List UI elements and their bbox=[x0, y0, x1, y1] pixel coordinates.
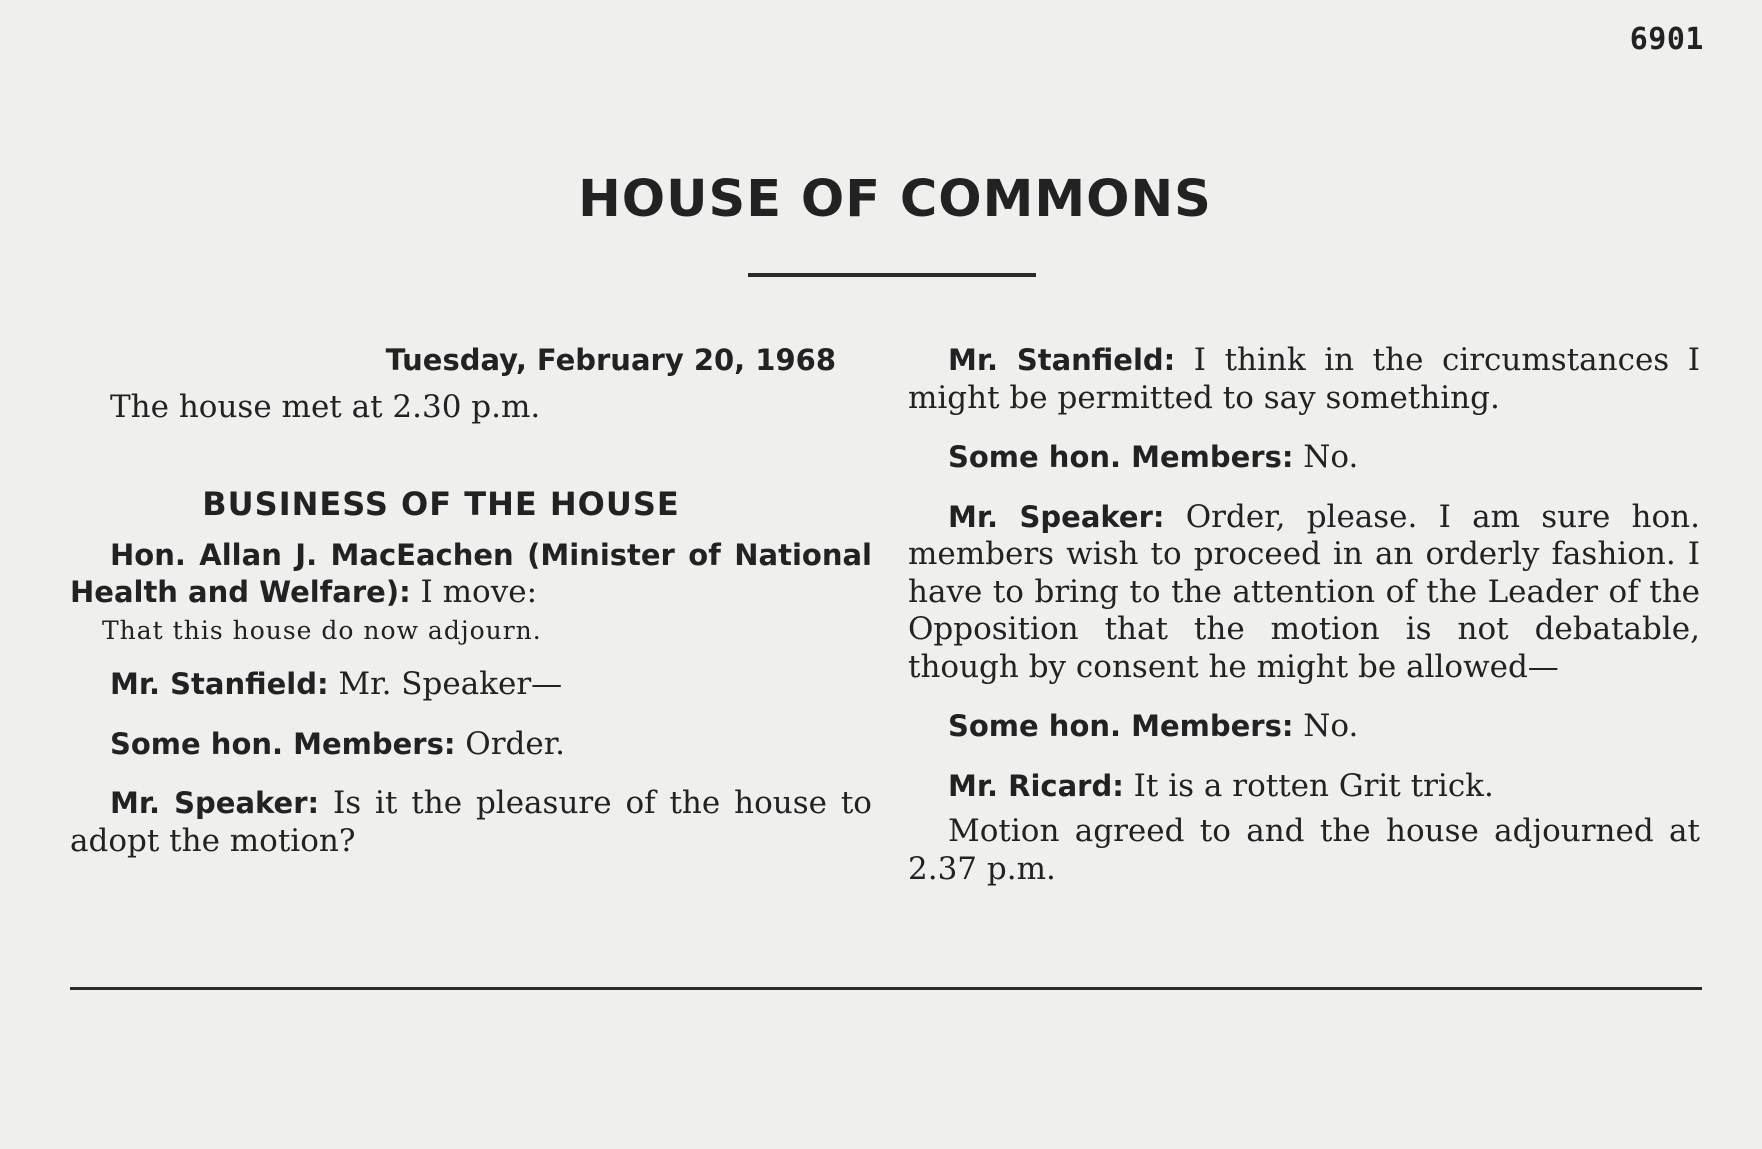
right-column bbox=[908, 342, 1700, 888]
bottom-rule bbox=[70, 987, 1702, 990]
paragraph bbox=[70, 785, 872, 860]
paragraph bbox=[908, 342, 1700, 417]
speaker-name: Some hon. Members: bbox=[948, 440, 1294, 474]
paragraph bbox=[908, 499, 1700, 687]
speech-text: No. bbox=[1293, 708, 1359, 744]
page-number: 6901 bbox=[1629, 22, 1704, 57]
section-heading: BUSINESS OF THE HOUSE bbox=[202, 485, 680, 523]
speech-text: Order, please. I am sure hon. members wish to proceed in an orderly fashion. I have to bring to the attention of the Leader of the Opposition that the motion is not debatable, though by consent he might be allowed— bbox=[908, 498, 1700, 685]
motion-quote: That this house do now adjourn. bbox=[102, 615, 542, 645]
speech-text: I think in the circumstances I might be permitted to say something. bbox=[908, 342, 1701, 416]
speaker-name: Mr. Stanfield: bbox=[110, 667, 329, 701]
speaker-name: Mr. Speaker: bbox=[948, 499, 1165, 534]
opening-line: The house met at 2.30 p.m. bbox=[110, 388, 541, 425]
paragraph bbox=[70, 666, 872, 704]
speaker-name: Hon. Allan J. MacEachen (Minister of National Health and Welfare): bbox=[70, 537, 872, 609]
paragraph bbox=[70, 726, 872, 764]
speaker-name: Mr. Ricard: bbox=[948, 768, 1124, 803]
paragraph bbox=[908, 768, 1700, 806]
paragraph bbox=[908, 439, 1700, 477]
speech-text: It is a rotten Grit trick. bbox=[1123, 767, 1494, 804]
speaker-name: Some hon. Members: bbox=[948, 709, 1294, 743]
page-title: HOUSE OF COMMONS bbox=[578, 170, 1212, 229]
speaker-name: Mr. Stanfield: bbox=[948, 343, 1176, 377]
speech-text: Mr. Speaker— bbox=[328, 666, 563, 702]
left-column bbox=[70, 342, 872, 860]
speech-text: Order. bbox=[455, 725, 565, 762]
speech-text: Is it the pleasure of the house to adopt the motion? bbox=[70, 785, 872, 859]
closing-line: Motion agreed to and the house adjourned at 2.37 p.m. bbox=[908, 813, 1700, 887]
speech-text: I move: bbox=[410, 574, 538, 610]
sitting-date: Tuesday, February 20, 1968 bbox=[385, 343, 836, 377]
paragraph bbox=[908, 708, 1700, 746]
speech-text: No. bbox=[1293, 439, 1359, 475]
speaker-name: Some hon. Members: bbox=[110, 726, 456, 761]
speaker-name: Mr. Speaker: bbox=[110, 786, 320, 820]
paragraph bbox=[70, 537, 872, 612]
title-rule bbox=[748, 273, 1036, 277]
